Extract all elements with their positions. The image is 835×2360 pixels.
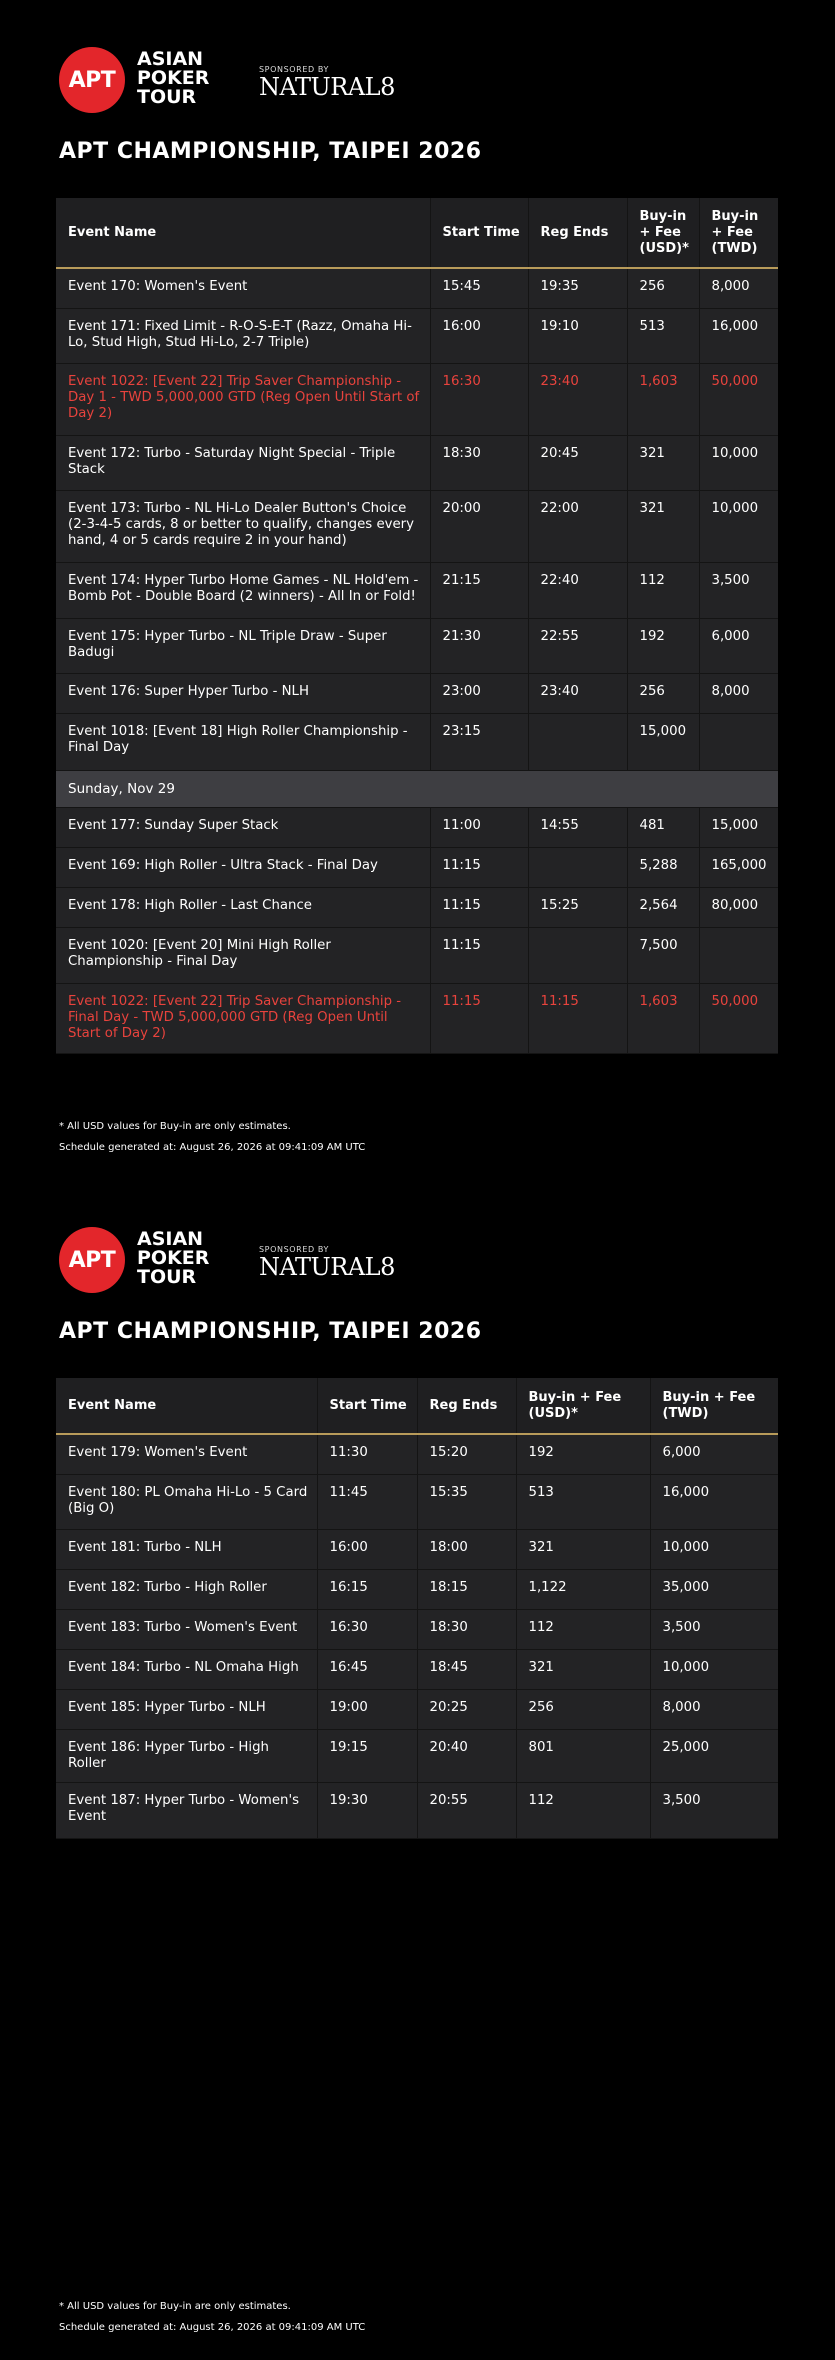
- reg-ends: 15:25: [528, 887, 627, 927]
- reg-ends: 22:55: [528, 618, 627, 673]
- reg-ends: 18:15: [417, 1569, 516, 1609]
- buyin-twd: [699, 713, 778, 770]
- apt-logo-icon: APT: [59, 1227, 125, 1293]
- start-time: 11:15: [430, 887, 528, 927]
- buyin-twd: 8,000: [650, 1689, 778, 1729]
- event-name: Event 176: Super Hyper Turbo - NLH: [56, 673, 430, 713]
- apt-logo-icon: APT: [59, 47, 125, 113]
- table-row: [56, 1609, 778, 1649]
- buyin-usd: 7,500: [627, 927, 699, 983]
- apt-logo-text: ASIAN POKER TOUR: [137, 48, 210, 108]
- reg-ends: 18:30: [417, 1609, 516, 1649]
- table-row: [56, 1569, 778, 1609]
- reg-ends: 18:45: [417, 1649, 516, 1689]
- column-header: Buy-in + Fee (USD)*: [627, 198, 699, 268]
- buyin-usd: 192: [627, 618, 699, 673]
- reg-ends: 22:40: [528, 562, 627, 618]
- buyin-usd: 256: [516, 1689, 650, 1729]
- table-row: [56, 1529, 778, 1569]
- event-name: Event 173: Turbo - NL Hi-Lo Dealer Button's Choice (2-3-4-5 cards, 8 or better to qualify, changes every hand, 4 or 5 cards require 2 in your hand): [56, 490, 430, 562]
- buyin-usd: 481: [627, 807, 699, 847]
- start-time: 11:45: [317, 1474, 417, 1529]
- column-header: Start Time: [317, 1378, 417, 1434]
- buyin-twd: 35,000: [650, 1569, 778, 1609]
- event-name: Event 1020: [Event 20] Mini High Roller Championship - Final Day: [56, 927, 430, 983]
- page-title: APT CHAMPIONSHIP, TAIPEI 2026: [59, 139, 482, 164]
- day-divider-row: [56, 770, 778, 807]
- reg-ends: 19:35: [528, 268, 627, 308]
- buyin-usd: 1,603: [627, 363, 699, 435]
- start-time: 16:15: [317, 1569, 417, 1609]
- buyin-twd: 50,000: [699, 983, 778, 1053]
- buyin-twd: 8,000: [699, 673, 778, 713]
- day-label: Sunday, Nov 29: [56, 770, 778, 807]
- reg-ends: 15:35: [417, 1474, 516, 1529]
- event-name: Event 182: Turbo - High Roller: [56, 1569, 317, 1609]
- start-time: 11:15: [430, 847, 528, 887]
- buyin-twd: 165,000: [699, 847, 778, 887]
- table-row: [56, 618, 778, 673]
- sponsor-logo: SPONSORED BY NATURAL8: [259, 1245, 395, 1281]
- start-time: 19:30: [317, 1782, 417, 1838]
- start-time: 16:00: [317, 1529, 417, 1569]
- start-time: 16:30: [317, 1609, 417, 1649]
- event-name: Event 1022: [Event 22] Trip Saver Championship - Final Day - TWD 5,000,000 GTD (Reg Open Until Start of Day 2): [56, 983, 430, 1053]
- usd-estimate-note: * All USD values for Buy-in are only estimates.: [59, 2301, 291, 2312]
- buyin-usd: 256: [627, 268, 699, 308]
- usd-estimate-note: * All USD values for Buy-in are only estimates.: [59, 1121, 291, 1132]
- reg-ends: 19:10: [528, 308, 627, 363]
- start-time: 16:00: [430, 308, 528, 363]
- start-time: 11:00: [430, 807, 528, 847]
- event-name: Event 185: Hyper Turbo - NLH: [56, 1689, 317, 1729]
- column-header: Event Name: [56, 198, 430, 268]
- table-row: [56, 490, 778, 562]
- buyin-usd: 321: [627, 490, 699, 562]
- start-time: 15:45: [430, 268, 528, 308]
- reg-ends: 23:40: [528, 363, 627, 435]
- reg-ends: [528, 927, 627, 983]
- reg-ends: 22:00: [528, 490, 627, 562]
- event-name: Event 187: Hyper Turbo - Women's Event: [56, 1782, 317, 1838]
- table-row-highlighted: [56, 983, 778, 1053]
- table-row: [56, 847, 778, 887]
- buyin-twd: 8,000: [699, 268, 778, 308]
- buyin-twd: 3,500: [699, 562, 778, 618]
- buyin-usd: 112: [516, 1609, 650, 1649]
- start-time: 16:45: [317, 1649, 417, 1689]
- column-header: Start Time: [430, 198, 528, 268]
- event-name: Event 181: Turbo - NLH: [56, 1529, 317, 1569]
- start-time: 19:00: [317, 1689, 417, 1729]
- reg-ends: 18:00: [417, 1529, 516, 1569]
- start-time: 23:15: [430, 713, 528, 770]
- apt-logo-header: [59, 1227, 459, 1297]
- buyin-usd: 321: [516, 1529, 650, 1569]
- page-title: APT CHAMPIONSHIP, TAIPEI 2026: [59, 1319, 482, 1344]
- event-name: Event 170: Women's Event: [56, 268, 430, 308]
- table-row: [56, 1649, 778, 1689]
- table-row: [56, 1782, 778, 1838]
- table-row: [56, 807, 778, 847]
- buyin-twd: 10,000: [650, 1649, 778, 1689]
- event-name: Event 1022: [Event 22] Trip Saver Championship - Day 1 - TWD 5,000,000 GTD (Reg Open Until Start of Day 2): [56, 363, 430, 435]
- table-row: [56, 673, 778, 713]
- table-row: [56, 1729, 778, 1782]
- buyin-usd: 513: [627, 308, 699, 363]
- reg-ends: 23:40: [528, 673, 627, 713]
- buyin-twd: 15,000: [699, 807, 778, 847]
- schedule-table: [56, 198, 778, 1054]
- start-time: 11:15: [430, 983, 528, 1053]
- buyin-usd: 1,603: [627, 983, 699, 1053]
- buyin-twd: 10,000: [699, 435, 778, 490]
- generated-timestamp: Schedule generated at: August 26, 2026 at 09:41:09 AM UTC: [59, 1142, 366, 1153]
- buyin-usd: 112: [516, 1782, 650, 1838]
- table-row: [56, 927, 778, 983]
- event-name: Event 171: Fixed Limit - R-O-S-E-T (Razz, Omaha Hi-Lo, Stud High, Stud Hi-Lo, 2-7 Triple): [56, 308, 430, 363]
- buyin-usd: 192: [516, 1434, 650, 1474]
- buyin-twd: 16,000: [699, 308, 778, 363]
- sponsor-logo: SPONSORED BY NATURAL8: [259, 65, 395, 101]
- reg-ends: 11:15: [528, 983, 627, 1053]
- start-time: 11:30: [317, 1434, 417, 1474]
- event-name: Event 174: Hyper Turbo Home Games - NL Hold'em - Bomb Pot - Double Board (2 winners) - All In or Fold!: [56, 562, 430, 618]
- buyin-twd: 10,000: [699, 490, 778, 562]
- table-header-row: [56, 1378, 778, 1434]
- buyin-usd: 801: [516, 1729, 650, 1782]
- event-name: Event 180: PL Omaha Hi-Lo - 5 Card (Big O): [56, 1474, 317, 1529]
- buyin-twd: 80,000: [699, 887, 778, 927]
- start-time: 18:30: [430, 435, 528, 490]
- reg-ends: 20:45: [528, 435, 627, 490]
- column-header: Event Name: [56, 1378, 317, 1434]
- table-row: [56, 713, 778, 770]
- table-row: [56, 435, 778, 490]
- reg-ends: 15:20: [417, 1434, 516, 1474]
- table-row: [56, 887, 778, 927]
- buyin-usd: 256: [627, 673, 699, 713]
- table-row: [56, 1474, 778, 1529]
- buyin-usd: 15,000: [627, 713, 699, 770]
- table-header-row: [56, 198, 778, 268]
- buyin-twd: [699, 927, 778, 983]
- column-header: Buy-in + Fee (TWD): [699, 198, 778, 268]
- event-name: Event 178: High Roller - Last Chance: [56, 887, 430, 927]
- reg-ends: [528, 713, 627, 770]
- event-name: Event 1018: [Event 18] High Roller Championship - Final Day: [56, 713, 430, 770]
- start-time: 23:00: [430, 673, 528, 713]
- event-name: Event 179: Women's Event: [56, 1434, 317, 1474]
- buyin-usd: 321: [627, 435, 699, 490]
- table-row: [56, 562, 778, 618]
- reg-ends: 20:40: [417, 1729, 516, 1782]
- table-row: [56, 1434, 778, 1474]
- schedule-table: [56, 1378, 778, 1839]
- reg-ends: 14:55: [528, 807, 627, 847]
- buyin-twd: 10,000: [650, 1529, 778, 1569]
- reg-ends: 20:25: [417, 1689, 516, 1729]
- column-header: Buy-in + Fee (TWD): [650, 1378, 778, 1434]
- column-header: Reg Ends: [417, 1378, 516, 1434]
- table-row: [56, 268, 778, 308]
- reg-ends: [528, 847, 627, 887]
- buyin-twd: 50,000: [699, 363, 778, 435]
- column-header: Buy-in + Fee (USD)*: [516, 1378, 650, 1434]
- event-name: Event 184: Turbo - NL Omaha High: [56, 1649, 317, 1689]
- start-time: 21:30: [430, 618, 528, 673]
- buyin-twd: 6,000: [699, 618, 778, 673]
- start-time: 11:15: [430, 927, 528, 983]
- event-name: Event 172: Turbo - Saturday Night Special - Triple Stack: [56, 435, 430, 490]
- event-name: Event 186: Hyper Turbo - High Roller: [56, 1729, 317, 1782]
- buyin-twd: 3,500: [650, 1782, 778, 1838]
- generated-timestamp: Schedule generated at: August 26, 2026 at 09:41:09 AM UTC: [59, 2322, 366, 2333]
- start-time: 16:30: [430, 363, 528, 435]
- start-time: 20:00: [430, 490, 528, 562]
- table-row: [56, 1689, 778, 1729]
- apt-logo-header: [59, 47, 459, 117]
- start-time: 19:15: [317, 1729, 417, 1782]
- event-name: Event 177: Sunday Super Stack: [56, 807, 430, 847]
- buyin-usd: 321: [516, 1649, 650, 1689]
- buyin-usd: 513: [516, 1474, 650, 1529]
- start-time: 21:15: [430, 562, 528, 618]
- apt-logo-text: ASIAN POKER TOUR: [137, 1228, 210, 1288]
- buyin-twd: 6,000: [650, 1434, 778, 1474]
- buyin-usd: 112: [627, 562, 699, 618]
- table-row: [56, 308, 778, 363]
- buyin-usd: 1,122: [516, 1569, 650, 1609]
- buyin-twd: 3,500: [650, 1609, 778, 1649]
- reg-ends: 20:55: [417, 1782, 516, 1838]
- event-name: Event 183: Turbo - Women's Event: [56, 1609, 317, 1649]
- buyin-twd: 25,000: [650, 1729, 778, 1782]
- buyin-twd: 16,000: [650, 1474, 778, 1529]
- buyin-usd: 5,288: [627, 847, 699, 887]
- event-name: Event 169: High Roller - Ultra Stack - Final Day: [56, 847, 430, 887]
- event-name: Event 175: Hyper Turbo - NL Triple Draw - Super Badugi: [56, 618, 430, 673]
- buyin-usd: 2,564: [627, 887, 699, 927]
- table-row-highlighted: [56, 363, 778, 435]
- column-header: Reg Ends: [528, 198, 627, 268]
